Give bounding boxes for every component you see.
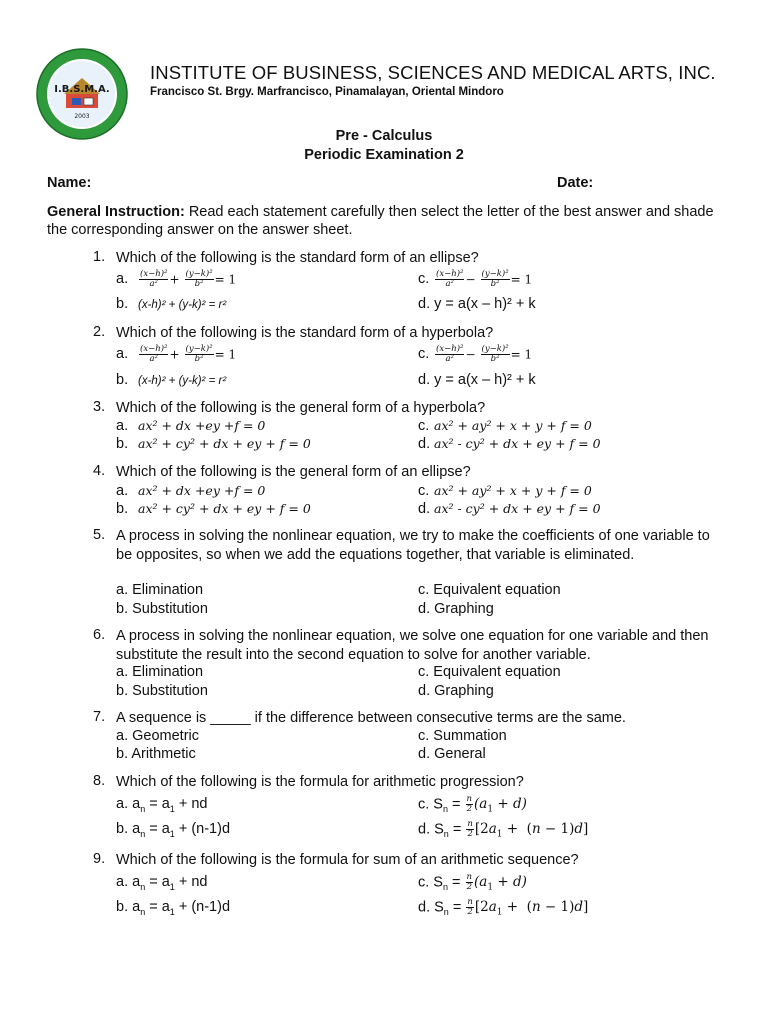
option-d: d. Graphing: [418, 683, 494, 699]
instruction-text: Read each statement carefully then select the letter of the best answer and shade the corresponding answer on the answer sheet.: [47, 204, 714, 238]
question-text: A process in solving the nonlinear equation, we try to make the coefficients of one variable to be opposites, so when we add the equations together, that variable is eliminated.: [116, 528, 710, 563]
institution-address: Francisco St. Brgy. Marfrancisco, Pinamalayan, Oriental Mindoro: [150, 86, 504, 98]
question-number: 5.: [93, 527, 106, 543]
option-c: c. Summation: [418, 728, 507, 744]
option-d: d. ax² - cy² + dx + ey + f = 0: [418, 501, 601, 517]
option-b: b. Substitution: [116, 601, 208, 617]
option-b-text: ax² + cy² + dx + ey + f = 0: [138, 436, 311, 451]
option-a-text: ax² + dx +ey +f = 0: [138, 483, 266, 498]
option-a: a. $a_n = a_1$ + nd: [116, 874, 208, 892]
option-d: d. $S_n$ = $\frac{n}{2}$ $[2a_1 + (n - 1)d]$: [418, 897, 589, 919]
question-text: Which of the following is the general form of a hyperbola?: [116, 400, 486, 416]
option-d: d. Graphing: [418, 601, 494, 617]
option-d-text: ax² - cy² + dx + ey + f = 0: [434, 436, 601, 451]
option-d: d. y = a(x – h)² + k: [418, 372, 536, 388]
question-text: Which of the following is the standard form of an ellipse?: [116, 250, 479, 266]
svg-text:2003: 2003: [74, 113, 90, 120]
option-d: d. ax² - cy² + dx + ey + f = 0: [418, 436, 601, 452]
option-c: c. ax² + ay² + x + y + f = 0: [418, 483, 592, 499]
option-a: a. Geometric: [116, 728, 199, 744]
option-b: b. $a_n = a_1 + (n-1)d$: [116, 821, 231, 839]
option-b: b. ax² + cy² + dx + ey + f = 0: [116, 501, 311, 517]
option-a: a. Elimination: [116, 582, 204, 598]
option-c-text: ax² + ay² + x + y + f = 0: [434, 483, 592, 498]
question-text: Which of the following is the formula for arithmetic progression?: [116, 774, 524, 790]
school-seal-logo: [36, 48, 128, 140]
date-label: Date:: [557, 175, 594, 191]
question-number: 8.: [93, 773, 106, 789]
option-a: a. $\frac{\text{(x−h)²}}{\text{a²}}$ + $\frac{\text{(y−k)²}}{\text{b²}}$ = 1: [116, 269, 237, 289]
option-a: a. $a_n = a_1$ + nd: [116, 796, 208, 814]
option-d: d. General: [418, 746, 486, 762]
question-number: 9.: [93, 851, 106, 867]
question-text: Which of the following is the standard form of a hyperbola?: [116, 325, 494, 341]
option-c: c. ax² + ay² + x + y + f = 0: [418, 418, 592, 434]
question-text: A sequence is _____ if the difference between consecutive terms are the same.: [116, 710, 626, 726]
option-b: b. Arithmetic: [116, 746, 196, 762]
option-d: d. y = a(x – h)² + k: [418, 296, 536, 312]
option-a: a. ax² + dx +ey +f = 0: [116, 483, 266, 499]
question-number: 2.: [93, 324, 106, 340]
option-b: b. Substitution: [116, 683, 208, 699]
option-c: c. $S_n$ = $\frac{n}{2}$ $(a_1 + d)$: [418, 794, 527, 816]
question-number: 4.: [93, 463, 106, 479]
option-a: a. ax² + dx +ey +f = 0: [116, 418, 266, 434]
option-d: d. $S_n$ = $\frac{n}{2}$ $[2a_1 + (n - 1)d]$: [418, 819, 589, 841]
question-text: Which of the following is the formula for sum of an arithmetic sequence?: [116, 852, 579, 868]
option-b: b. ax² + cy² + dx + ey + f = 0: [116, 436, 311, 452]
option-c: c. $\frac{\text{(x−h)²}}{\text{a²}}$ − $\frac{\text{(y−k)²}}{\text{b²}}$ = 1: [418, 344, 533, 364]
question-number: 1.: [93, 249, 106, 265]
question-number: 7.: [93, 709, 106, 725]
question-text: Which of the following is the general form of an ellipse?: [116, 464, 471, 480]
subject-title: Pre - Calculus: [335, 128, 433, 144]
option-b: b. $a_n = a_1 + (n-1)d$: [116, 899, 231, 917]
exam-title: Periodic Examination 2: [304, 147, 464, 163]
option-c: c. Equivalent equation: [418, 664, 561, 680]
option-c-text: ax² + ay² + x + y + f = 0: [434, 418, 592, 433]
question-number: 6.: [93, 627, 106, 643]
question-text: A process in solving the nonlinear equation, we solve one equation for one variable and then substitute the result into the second equation to solve for another variable.: [116, 628, 709, 663]
option-b-text: ax² + cy² + dx + ey + f = 0: [138, 501, 311, 516]
instruction-label: General Instruction:: [47, 204, 185, 220]
option-c: c. $S_n$ = $\frac{n}{2}$ $(a_1 + d)$: [418, 872, 527, 894]
option-c: c. Equivalent equation: [418, 582, 561, 598]
option-a: a. Elimination: [116, 664, 204, 680]
option-b: b. (x-h)² + (y-k)² = r²: [116, 296, 227, 312]
option-a-text: ax² + dx +ey +f = 0: [138, 418, 266, 433]
svg-text:I.B.S.M.A.: I.B.S.M.A.: [54, 84, 110, 95]
option-b: b. (x-h)² + (y-k)² = r²: [116, 372, 227, 388]
question-number: 3.: [93, 399, 106, 415]
option-d-text: y = a(x – h)² + k: [434, 372, 536, 388]
option-d-text: ax² - cy² + dx + ey + f = 0: [434, 501, 601, 516]
institution-name: INSTITUTE OF BUSINESS, SCIENCES AND MEDICAL ARTS, INC.: [150, 62, 716, 83]
option-c: c. $\frac{\text{(x−h)²}}{\text{a²}}$ − $\frac{\text{(y−k)²}}{\text{b²}}$ = 1: [418, 269, 533, 289]
general-instruction: [47, 203, 727, 239]
option-d-text: y = a(x – h)² + k: [434, 296, 536, 312]
option-a: a. $\frac{\text{(x−h)²}}{\text{a²}}$ + $\frac{\text{(y−k)²}}{\text{b²}}$ = 1: [116, 344, 237, 364]
name-label: Name:: [47, 175, 92, 191]
